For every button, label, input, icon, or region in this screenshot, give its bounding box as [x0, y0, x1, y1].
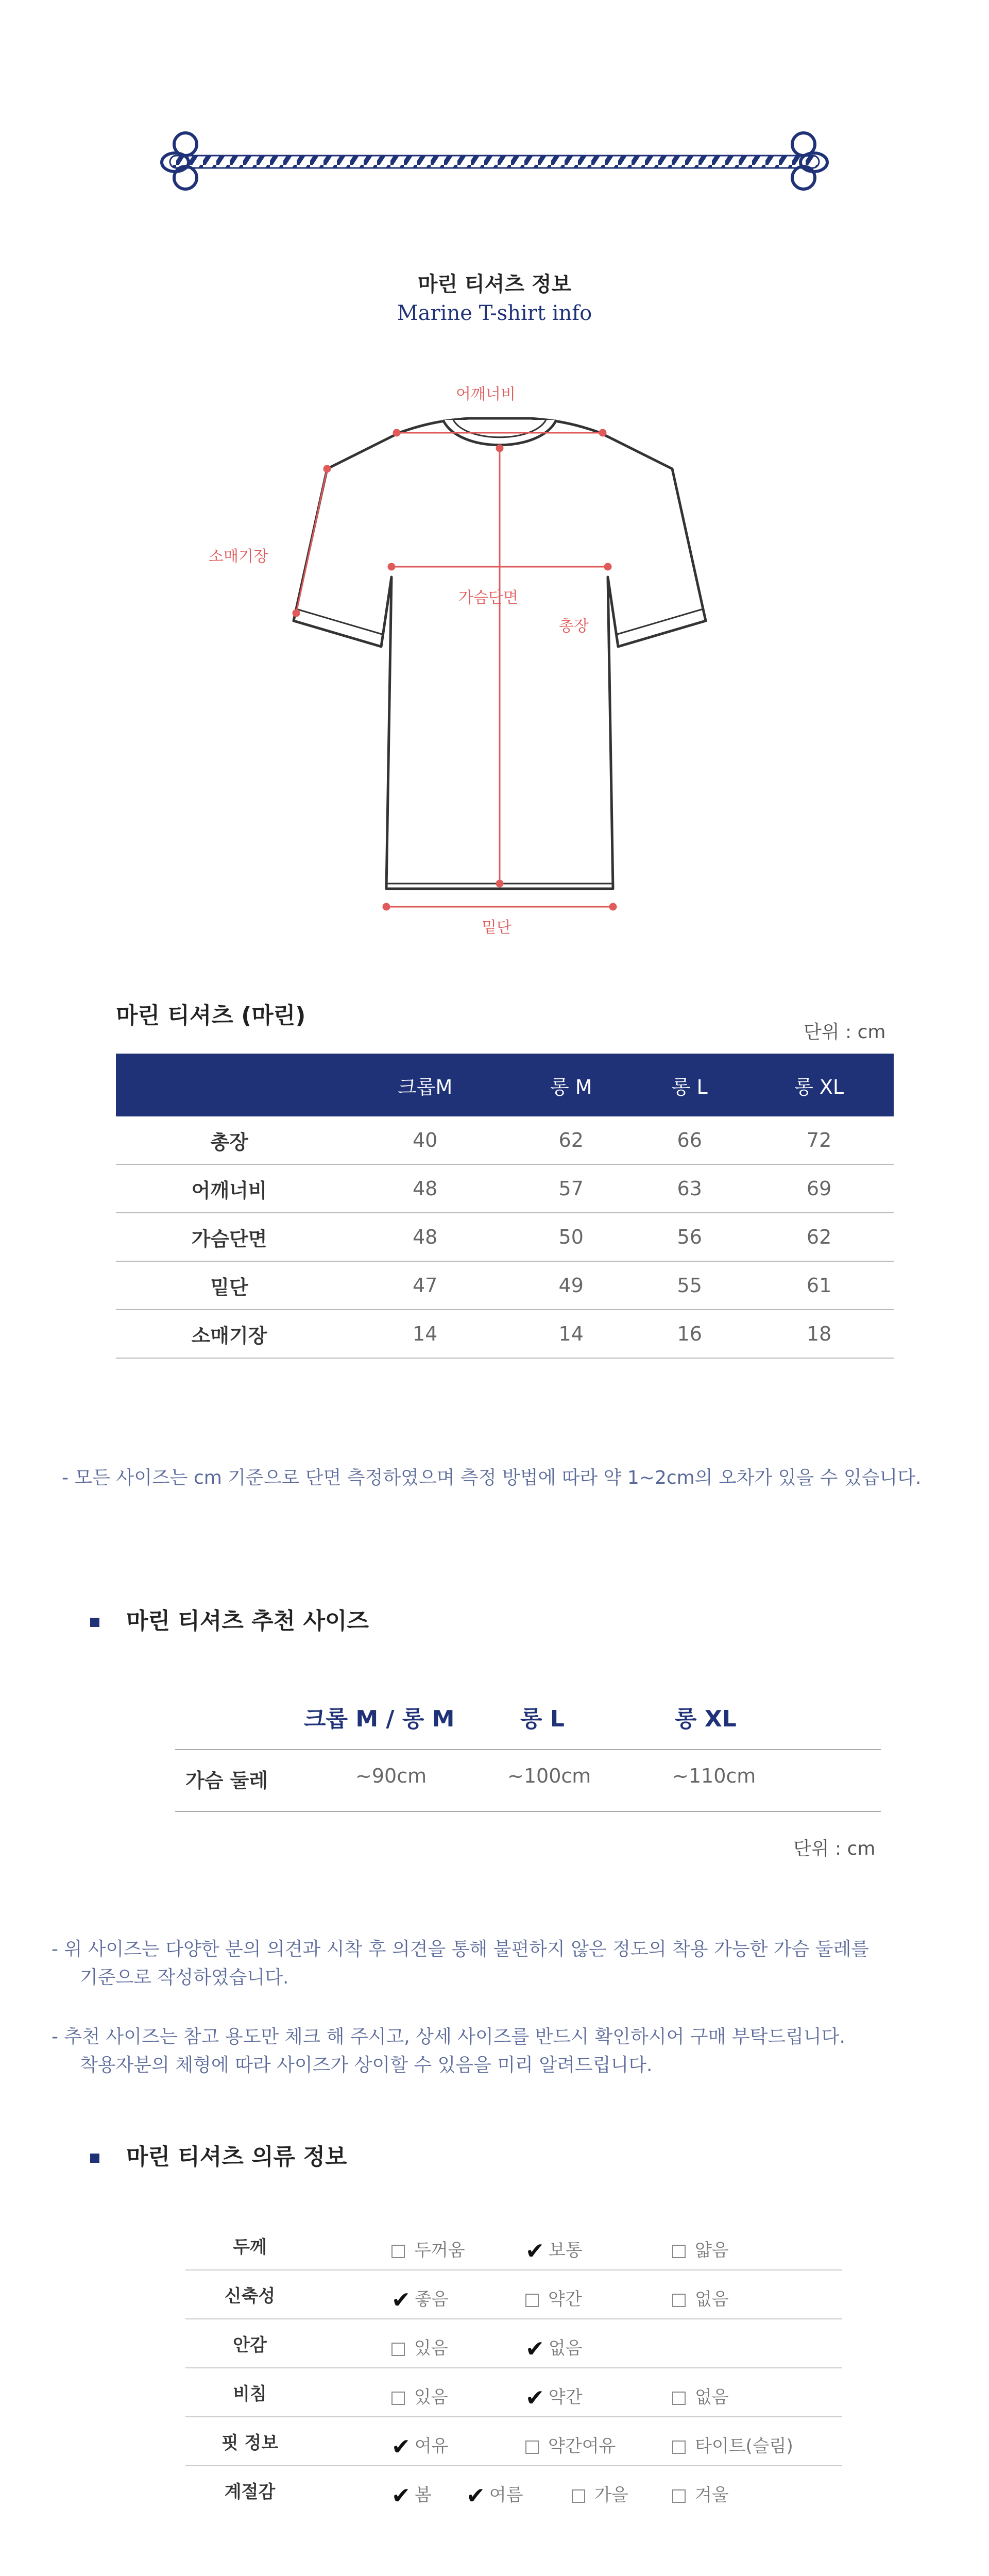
- rec-divider-bottom: [175, 1811, 881, 1812]
- rec-value-l: ~100cm: [507, 1765, 591, 1787]
- checkbox-empty-icon: [672, 2441, 686, 2454]
- tshirt-measurement-diagram: [201, 371, 788, 948]
- table-cell: 48: [343, 1164, 507, 1213]
- option-checked: [525, 2334, 583, 2362]
- option-label: 타이트(슬림): [695, 2436, 793, 2456]
- fabric-row-label: 계절감: [224, 2482, 276, 2502]
- checkbox-empty-icon: [672, 2392, 686, 2405]
- row-label: 어깨너비: [116, 1164, 343, 1213]
- option-checked: [391, 2285, 449, 2313]
- checkbox-empty-icon: [525, 2294, 539, 2307]
- fabric-row-sheer: [185, 2367, 842, 2417]
- table-cell: 48: [343, 1213, 507, 1261]
- table-cell: 40: [343, 1116, 507, 1164]
- fabric-row-fit: [185, 2416, 842, 2466]
- checkmark-icon: ✔: [525, 2335, 544, 2362]
- option-label: 가을: [594, 2485, 628, 2505]
- option-unchecked: [391, 2383, 448, 2408]
- size-table-header-row: [116, 1054, 894, 1116]
- table-cell: 56: [635, 1213, 744, 1261]
- table-cell: 47: [343, 1261, 507, 1310]
- checkmark-icon: ✔: [525, 2238, 544, 2264]
- checkmark-icon: ✔: [391, 2286, 411, 2313]
- row-label: 소매기장: [116, 1310, 343, 1358]
- fabric-row-label: 비침: [233, 2384, 267, 2404]
- table-cell: 50: [507, 1213, 635, 1261]
- size-table-caption: 마린 티셔츠 (마린): [116, 1003, 306, 1029]
- option-label: 있음: [414, 2338, 448, 2359]
- size-col-header: 크롭M: [343, 1054, 507, 1116]
- option-label: 없음: [695, 2387, 729, 2408]
- table-cell: 49: [507, 1261, 635, 1310]
- checkbox-empty-icon: [391, 2343, 405, 2356]
- option-unchecked: [672, 2383, 729, 2408]
- table-cell: 14: [507, 1310, 635, 1358]
- checkbox-empty-icon: [525, 2441, 539, 2454]
- rec-note-1a: - 위 사이즈는 다양한 분의 의견과 시착 후 의견을 통해 불편하지 않은 정도의 착용 가능한 가슴 둘레를: [52, 1939, 869, 1960]
- option-unchecked: [672, 2481, 729, 2506]
- fabric-row-label: 핏 정보: [221, 2433, 279, 2453]
- label-length: 총장: [559, 617, 589, 635]
- rec-header-l: 롱 L: [520, 1706, 565, 1732]
- checkbox-empty-icon: [391, 2392, 405, 2405]
- checkmark-icon: ✔: [466, 2482, 485, 2509]
- table-cell: 14: [343, 1310, 507, 1358]
- option-label: 여름: [489, 2485, 523, 2505]
- rec-row-label: 가슴 둘레: [185, 1769, 268, 1792]
- option-checked: [525, 2236, 583, 2264]
- rec-divider-top: [175, 1749, 881, 1750]
- label-shoulder: 어깨너비: [456, 385, 516, 403]
- rec-value-xl: ~110cm: [672, 1765, 756, 1787]
- table-cell: 66: [635, 1116, 744, 1164]
- rec-unit: 단위 : cm: [793, 1838, 876, 1859]
- fabric-row-season: [185, 2465, 842, 2514]
- option-label: 없음: [548, 2338, 583, 2359]
- option-checked: [466, 2481, 523, 2509]
- row-label: 밑단: [116, 1261, 343, 1310]
- rec-note-1b: 기준으로 작성하였습니다.: [80, 1967, 289, 1988]
- option-checked: [391, 2432, 449, 2460]
- table-row: [116, 1213, 894, 1261]
- fabric-row-label: 안감: [233, 2335, 267, 2355]
- option-label: 보통: [548, 2240, 583, 2261]
- option-label: 약간: [548, 2289, 582, 2310]
- fabric-row-thickness: [185, 2221, 842, 2270]
- table-cell: 16: [635, 1310, 744, 1358]
- checkmark-icon: ✔: [391, 2482, 411, 2509]
- label-sleeve: 소매기장: [209, 548, 268, 566]
- checkmark-icon: ✔: [525, 2384, 544, 2411]
- table-cell: 72: [744, 1116, 894, 1164]
- size-note: - 모든 사이즈는 cm 기준으로 단면 측정하였으며 측정 방법에 따라 약 1~2cm의 오차가 있을 수 있습니다.: [62, 1467, 922, 1488]
- checkbox-empty-icon: [672, 2489, 686, 2503]
- row-label: 총장: [116, 1116, 343, 1164]
- fabric-row-stretch: [185, 2269, 842, 2319]
- size-col-header: 롱 M: [507, 1054, 635, 1116]
- rec-note-2a: - 추천 사이즈는 참고 용도만 체크 해 주시고, 상세 사이즈를 반드시 확인하시어 구매 부탁드립니다.: [52, 2026, 845, 2047]
- option-label: 약간여유: [548, 2436, 616, 2456]
- section-bullet: [90, 1618, 99, 1627]
- option-label: 좋음: [414, 2289, 449, 2310]
- option-unchecked: [672, 2432, 793, 2457]
- section-title-recommend: [90, 1602, 369, 1635]
- table-cell: 57: [507, 1164, 635, 1213]
- checkbox-empty-icon: [391, 2245, 405, 2258]
- table-cell: 18: [744, 1310, 894, 1358]
- rope-divider-graphic: [149, 124, 840, 196]
- option-checked: [525, 2383, 583, 2411]
- option-label: 두꺼움: [414, 2240, 465, 2261]
- option-unchecked: [572, 2481, 628, 2506]
- option-unchecked: [672, 2236, 729, 2261]
- checkbox-empty-icon: [572, 2489, 585, 2503]
- option-label: 없음: [695, 2289, 729, 2310]
- rec-value-m: ~90cm: [355, 1765, 427, 1787]
- row-label: 가슴단면: [116, 1213, 343, 1261]
- table-row: [116, 1261, 894, 1310]
- option-label: 있음: [414, 2387, 448, 2408]
- checkbox-empty-icon: [672, 2245, 686, 2258]
- section-title-fabric: [90, 2138, 347, 2171]
- fabric-row-label: 신축성: [224, 2286, 276, 2307]
- option-label: 얇음: [695, 2240, 729, 2261]
- label-hem: 밑단: [482, 919, 511, 937]
- table-cell: 62: [507, 1116, 635, 1164]
- option-unchecked: [525, 2432, 616, 2457]
- page-subtitle: Marine T-shirt info: [397, 301, 592, 325]
- option-unchecked: [525, 2285, 582, 2310]
- table-cell: 69: [744, 1164, 894, 1213]
- table-row: [116, 1116, 894, 1164]
- rec-header-m: 크롭 M / 롱 M: [304, 1706, 455, 1732]
- section-title-text: 마린 티셔츠 의류 정보: [126, 2144, 347, 2170]
- size-table: [116, 1054, 894, 1359]
- table-cell: 63: [635, 1164, 744, 1213]
- table-row: [116, 1310, 894, 1358]
- table-cell: 62: [744, 1213, 894, 1261]
- size-col-header: 롱 XL: [744, 1054, 894, 1116]
- checkmark-icon: ✔: [391, 2433, 411, 2460]
- option-unchecked: [391, 2236, 465, 2261]
- checkbox-empty-icon: [672, 2294, 686, 2307]
- fabric-row-lining: [185, 2318, 842, 2368]
- table-cell: 55: [635, 1261, 744, 1310]
- option-label: 여유: [414, 2436, 449, 2456]
- option-label: 봄: [414, 2485, 432, 2505]
- table-cell: 61: [744, 1261, 894, 1310]
- section-title-text: 마린 티셔츠 추천 사이즈: [126, 1608, 369, 1634]
- rec-header-xl: 롱 XL: [675, 1706, 737, 1732]
- size-col-header: 롱 L: [635, 1054, 744, 1116]
- label-chest: 가슴단면: [458, 589, 518, 607]
- rec-note-2b: 착용자분의 체형에 따라 사이즈가 상이할 수 있음을 미리 알려드립니다.: [80, 2055, 653, 2076]
- option-label: 약간: [548, 2387, 583, 2408]
- option-unchecked: [391, 2334, 448, 2359]
- section-bullet: [90, 2154, 99, 2163]
- option-label: 겨울: [695, 2485, 729, 2505]
- size-table-unit: 단위 : cm: [804, 1022, 886, 1043]
- page-title: 마린 티셔츠 정보: [417, 273, 572, 296]
- option-checked: [391, 2481, 432, 2509]
- fabric-row-label: 두께: [233, 2237, 267, 2258]
- size-col-header: [116, 1054, 343, 1116]
- table-row: [116, 1164, 894, 1213]
- option-unchecked: [672, 2285, 729, 2310]
